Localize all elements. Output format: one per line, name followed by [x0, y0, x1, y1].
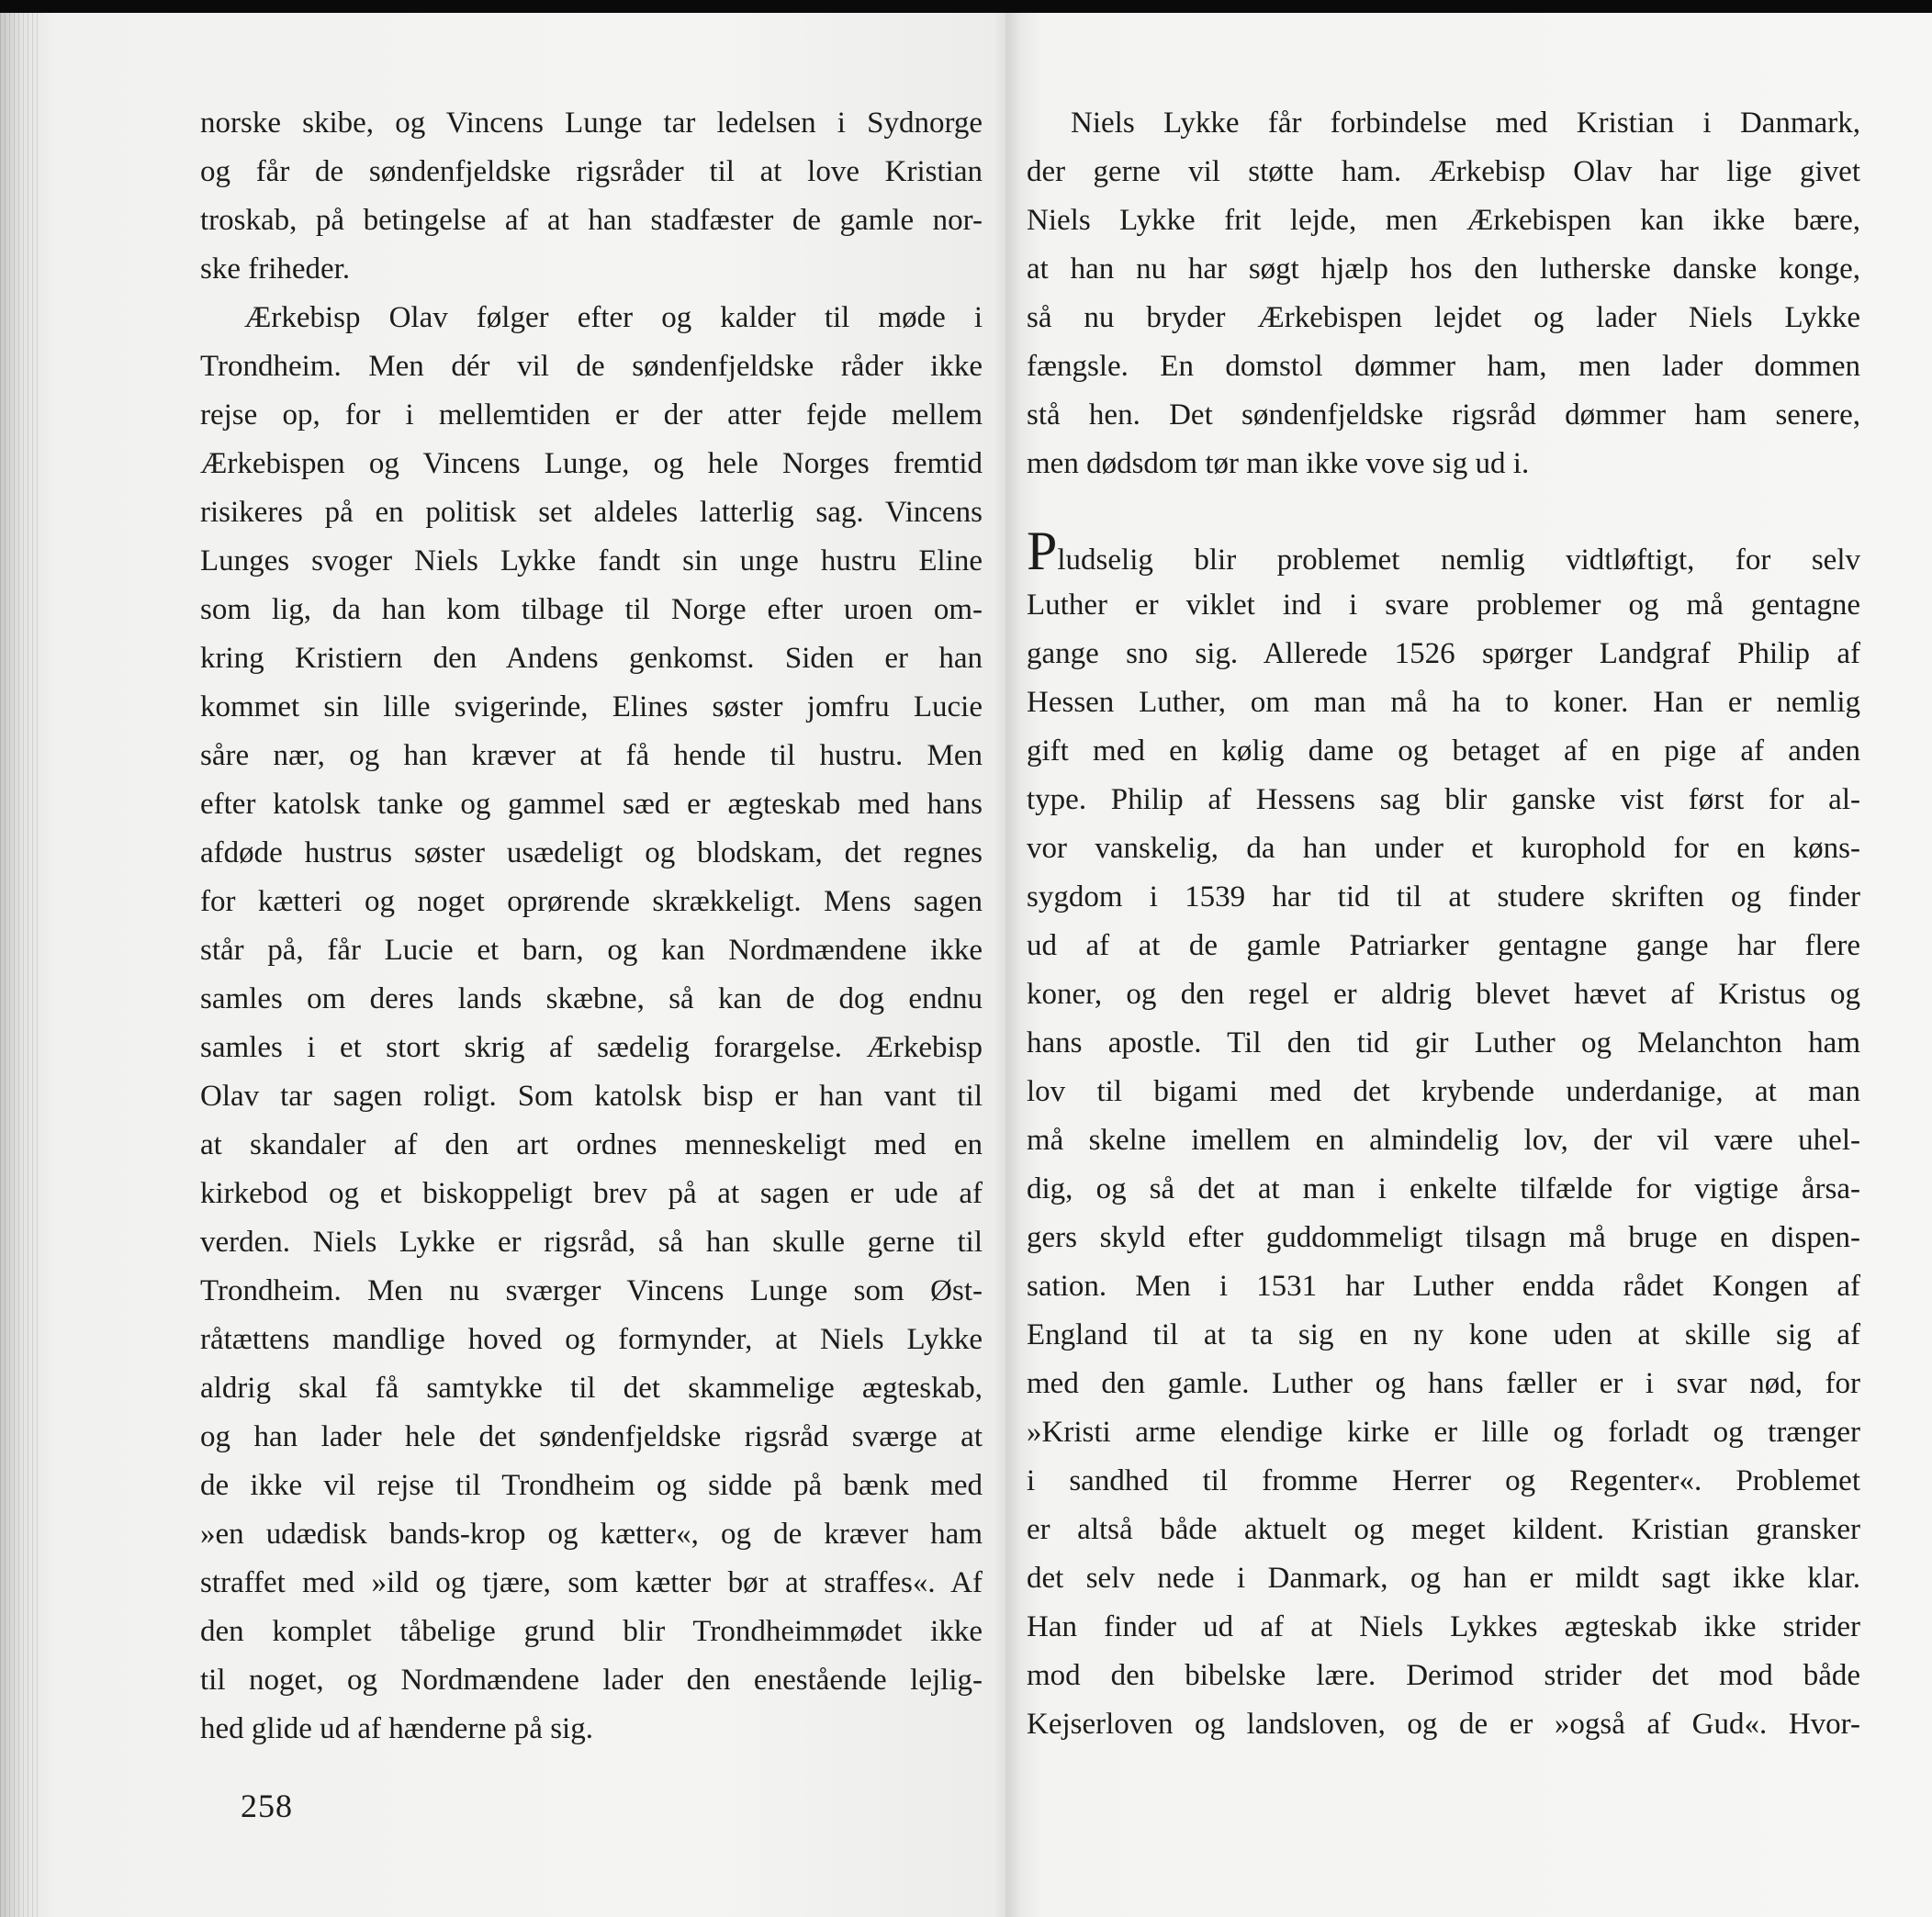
text-line: kommet sin lille svigerinde, Elines søster jomfru Lucie	[200, 690, 983, 723]
text-line: koner, og den regel er aldrig blevet hævet af Kristus og	[1027, 978, 1860, 1011]
text-line: »Kristi arme elendige kirke er lille og forladt og trænger	[1027, 1416, 1860, 1449]
text-line: type. Philip af Hessens sag blir ganske vist først for al-	[1027, 783, 1860, 816]
paragraph	[1027, 99, 1860, 488]
text-line: sation. Men i 1531 har Luther endda rådet Kongen af	[1027, 1270, 1860, 1303]
text-line: norske skibe, og Vincens Lunge tar ledelsen i Sydnorge	[200, 106, 983, 140]
text-line: Ærkebispen og Vincens Lunge, og hele Norges fremtid	[200, 447, 983, 480]
text-line: Niels Lykke får forbindelse med Kristian i Danmark,	[1071, 106, 1860, 140]
text-line: lov til bigami med det krybende underdanige, at man	[1027, 1075, 1860, 1108]
top-edge	[0, 0, 1932, 13]
text-line: ske friheder.	[200, 252, 351, 286]
text-line: Kejserloven og landsloven, og de er »også af Gud«. Hvor-	[1027, 1708, 1860, 1741]
text-line: så nu bryder Ærkebispen lejdet og lader Niels Lykke	[1027, 301, 1860, 334]
text-line: vor vanskelig, da han under et kurophold for en køns-	[1027, 832, 1860, 865]
right-text-column	[1027, 99, 1860, 1749]
text-line: gift med en kølig dame og betaget af en pige af anden	[1027, 734, 1860, 768]
page-edge-lines	[0, 13, 39, 1917]
text-line: men dødsdom tør man ikke vove sig ud i.	[1027, 447, 1530, 480]
text-line: mod den bibelske lære. Derimod strider det mod både	[1027, 1659, 1860, 1692]
text-line: og får de søndenfjeldske rigsråder til at love Kristian	[200, 155, 983, 188]
text-line: Trondheim. Men dér vil de søndenfjeldske råder ikke	[200, 350, 983, 383]
text-line: risikeres på en politisk set aldeles latterlig sag. Vincens	[200, 496, 983, 529]
text-line: sygdom i 1539 har tid til at studere skriften og finder	[1027, 880, 1860, 914]
text-line: verden. Niels Lykke er rigsråd, så han skulle gerne til	[200, 1226, 983, 1259]
text-line	[1027, 521, 1860, 581]
text-line: og han lader hele det søndenfjeldske rigsråd sværge at	[200, 1420, 983, 1453]
section-gap	[1027, 488, 1860, 532]
text-line: med den gamle. Luther og hans fæller er i svar nød, for	[1027, 1367, 1860, 1400]
text-line: dig, og så det at man i enkelte tilfælde for vigtige årsa-	[1027, 1172, 1860, 1205]
text-line: for kætteri og noget oprørende skrækkeligt. Mens sagen	[200, 885, 983, 918]
text-line: må skelne imellem en almindelig lov, der vil være uhel-	[1027, 1124, 1860, 1157]
paragraph	[1027, 521, 1860, 1749]
text-line: de ikke vil rejse til Trondheim og sidde på bænk med	[200, 1469, 983, 1502]
text-line: Hessen Luther, om man må ha to koner. Han er nemlig	[1027, 686, 1860, 719]
text-line: hed glide ud af hænderne på sig.	[200, 1712, 593, 1745]
text-line: samles om deres lands skæbne, så kan de dog endnu	[200, 982, 983, 1015]
text-line: kirkebod og et biskoppeligt brev på at sagen er ude af	[200, 1177, 983, 1210]
text-line: hans apostle. Til den tid gir Luther og Melanchton ham	[1027, 1026, 1860, 1059]
text-line: gange sno sig. Allerede 1526 spørger Landgraf Philip af	[1027, 637, 1860, 670]
text-line: rejse op, for i mellemtiden er der atter fejde mellem	[200, 398, 983, 432]
text-line: aldrig skal få samtykke til det skammelige ægteskab,	[200, 1372, 983, 1405]
text-line: der gerne vil støtte ham. Ærkebisp Olav har lige givet	[1027, 155, 1860, 188]
text-line: Luther er viklet ind i svare problemer og må gentagne	[1027, 589, 1860, 622]
first-line-text: ludselig blir problemet nemlig vidtløftigt, for selv	[1057, 544, 1860, 577]
page-number: 258	[241, 1788, 293, 1824]
text-line: som lig, da han kom tilbage til Norge efter uroen om-	[200, 593, 983, 626]
text-line: til noget, og Nordmændene lader den enestående lejlig-	[200, 1664, 983, 1697]
text-line: at skandaler af den art ordnes menneskeligt med en	[200, 1128, 983, 1161]
text-line: er altså både aktuelt og meget kildent. Kristian gransker	[1027, 1513, 1860, 1546]
text-line: Olav tar sagen roligt. Som katolsk bisp er han vant til	[200, 1080, 983, 1113]
text-line: at han nu har søgt hjælp hos den lutherske danske konge,	[1027, 252, 1860, 286]
text-line: efter katolsk tanke og gammel sæd er ægteskab med hans	[200, 788, 983, 821]
text-line: Lunges svoger Niels Lykke fandt sin unge hustru Eline	[200, 544, 983, 577]
text-line: det selv nede i Danmark, og han er mildt sagt ikke klar.	[1027, 1562, 1860, 1595]
text-line: ud af at de gamle Patriarker gentagne gange har flere	[1027, 929, 1860, 962]
text-line: Niels Lykke frit lejde, men Ærkebispen kan ikke bære,	[1027, 204, 1860, 237]
text-line: råtættens mandlige hoved og formynder, at Niels Lykke	[200, 1323, 983, 1356]
text-line: Han finder ud af at Niels Lykkes ægteskab ikke strider	[1027, 1610, 1860, 1643]
text-line: kring Kristiern den Andens genkomst. Siden er han	[200, 642, 983, 675]
text-line: gers skyld efter guddommeligt tilsagn må bruge en dispen-	[1027, 1221, 1860, 1254]
text-line: står på, får Lucie et barn, og kan Nordmændene ikke	[200, 934, 983, 967]
text-line: »en udædisk bands-krop og kætter«, og de kræver ham	[200, 1518, 983, 1551]
paragraph	[200, 294, 983, 1754]
text-line: såre nær, og han kræver at få hende til hustru. Men	[200, 739, 983, 772]
text-line: Ærkebisp Olav følger efter og kalder til møde i	[244, 301, 983, 334]
book-spine	[994, 13, 1021, 1917]
text-line: troskab, på betingelse af at han stadfæster de gamle nor-	[200, 204, 983, 237]
text-line: stå hen. Det søndenfjeldske rigsråd dømmer ham senere,	[1027, 398, 1860, 432]
paragraph	[200, 99, 983, 294]
text-line: Trondheim. Men nu sværger Vincens Lunge som Øst-	[200, 1274, 983, 1307]
text-line: den komplet tåbelige grund blir Trondheimmødet ikke	[200, 1615, 983, 1648]
text-line: fængsle. En domstol dømmer ham, men lader dommen	[1027, 350, 1860, 383]
text-line: England til at ta sig en ny kone uden at skille sig af	[1027, 1318, 1860, 1351]
text-line: samles i et stort skrig af sædelig forargelse. Ærkebisp	[200, 1031, 983, 1064]
text-line: afdøde hustrus søster usædeligt og blodskam, det regnes	[200, 836, 983, 869]
left-text-column	[200, 99, 983, 1754]
text-line: straffet med »ild og tjære, som kætter bør at straffes«. Af	[200, 1566, 983, 1599]
text-line: i sandhed til fromme Herrer og Regenter«. Problemet	[1027, 1464, 1860, 1497]
drop-cap: P	[1027, 521, 1058, 581]
